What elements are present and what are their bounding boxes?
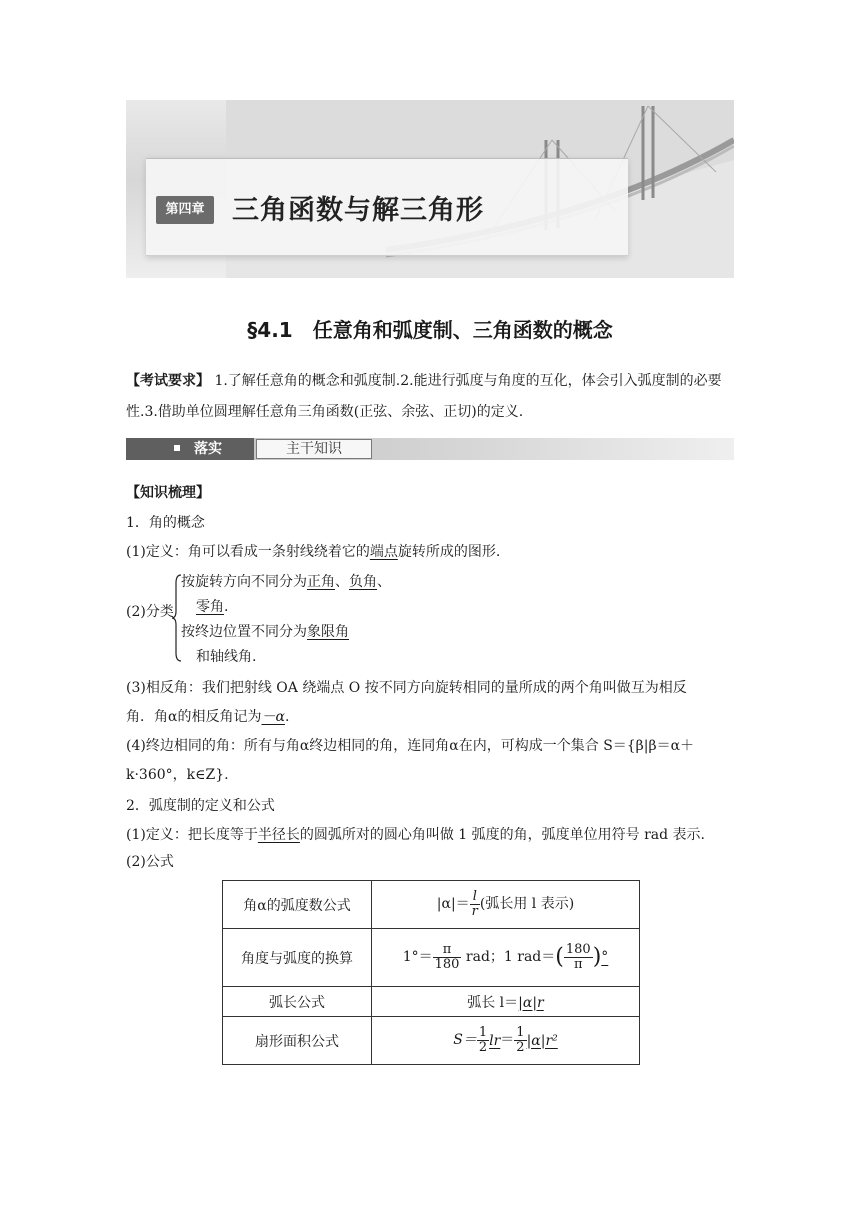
left-paren: ( <box>555 945 564 970</box>
right-paren: ) <box>592 945 602 970</box>
fraction <box>433 943 462 971</box>
class-a-end: . <box>224 599 229 615</box>
class-a-prefix: 按旋转方向不同分为 <box>181 574 307 590</box>
quadrant-angle: 象限角 <box>307 624 349 640</box>
requirements-text: 1.了解任意角的概念和弧度制.2.能进行弧度与角度的互化，体会引入弧度制的必要性.3.借助单位圆理解任意角三角函数(正弦、余弦、正切)的定义. <box>126 373 722 420</box>
section-bar-left-label: 落实 <box>194 441 222 457</box>
class-a-line2 <box>196 596 228 616</box>
class-b-prefix: 按终边位置不同分为 <box>181 624 307 640</box>
table-cell-label: 弧长公式 <box>223 987 372 1017</box>
class-a-sep: 、 <box>335 574 349 590</box>
opposite-angle-line2 <box>126 706 289 726</box>
table-cell-formula <box>372 881 640 929</box>
r1-lhs: |α|＝ <box>436 896 470 913</box>
def-suffix: 旋转所成的图形. <box>397 544 501 560</box>
r2-a: 1°＝ <box>402 949 433 966</box>
formula-label: (2)公式 <box>126 854 174 870</box>
table-cell-label: 扇形面积公式 <box>223 1017 372 1065</box>
table-row <box>223 987 640 1017</box>
item2-title: 2．弧度制的定义和公式 <box>126 798 275 814</box>
r1-note: (弧长用 l 表示) <box>479 896 575 913</box>
r4-num2: 1 <box>516 1025 525 1041</box>
zero-angle: 零角 <box>196 599 224 615</box>
r2-deg: ° <box>601 949 609 966</box>
r3-prefix: 弧长 l＝ <box>467 994 519 1011</box>
radian-definition <box>126 824 705 844</box>
table-row <box>223 929 640 987</box>
fraction <box>514 1026 526 1054</box>
table-cell-formula <box>372 987 640 1017</box>
opp-end: . <box>284 709 290 725</box>
r4-answer <box>477 1025 501 1055</box>
def-answer: 端点 <box>369 544 398 560</box>
positive-angle: 正角 <box>307 574 335 590</box>
r1-num: l <box>470 890 480 905</box>
r1-den: r <box>471 904 478 919</box>
class-a-line1 <box>181 571 391 591</box>
r2-num: π <box>433 943 462 958</box>
r2-num2: 180 <box>565 942 591 958</box>
class-a-tail: 、 <box>377 574 391 590</box>
table-cell-label: 角度与弧度的换算 <box>223 929 372 987</box>
r3-answer: |α|r <box>518 994 544 1011</box>
coterminal-line1: (4)终边相同的角：所有与角α终边相同的角，连同角α在内，可构成一个集合 S＝{β|β＝α＋ <box>126 738 695 754</box>
r2-b: rad；1 rad＝ <box>461 949 556 966</box>
class-b-line2: 和轴线角. <box>196 649 257 665</box>
rad-def-answer: 半径长 <box>257 827 300 843</box>
rad-def-suffix: 的圆弧所对的圆心角叫做 1 弧度的角，弧度单位用符号 rad 表示. <box>299 827 706 843</box>
opposite-angle-line1: (3)相反角：我们把射线 OA 绕端点 O 按不同方向旋转相同的量所成的两个角叫做互为相反 <box>126 680 687 696</box>
item1-title: 1．角的概念 <box>126 515 205 531</box>
r2-den: 180 <box>434 957 460 972</box>
formula-table <box>222 880 640 1065</box>
table-cell-formula <box>372 1017 640 1065</box>
r4-end: |α|r² <box>526 1032 558 1049</box>
square-bullet-icon <box>174 445 180 451</box>
exam-requirements <box>126 366 736 428</box>
def-prefix: (1)定义：角可以看成一条射线绕着它的 <box>126 544 370 560</box>
coterminal-line2: k·360°，k∈Z}. <box>126 767 229 783</box>
table-row <box>223 881 640 929</box>
opp-prefix: 角．角α的相反角记为 <box>126 709 262 725</box>
r4-mid: lr <box>489 1032 501 1049</box>
section-bar-right: 主干知识 <box>256 439 372 459</box>
r4-eq: ＝ <box>500 1032 515 1049</box>
negative-angle: 负角 <box>349 574 377 590</box>
r4-den: 2 <box>478 1040 488 1055</box>
class-label: (2)分类 <box>126 604 174 620</box>
class-b-line1 <box>181 621 349 641</box>
fraction <box>477 1026 489 1054</box>
rad-def-prefix: (1)定义：把长度等于 <box>126 827 258 843</box>
r2-den2: π <box>574 957 583 972</box>
chapter-title: 三角函数与解三角形 <box>232 195 484 226</box>
knowledge-heading: 【知识梳理】 <box>126 485 210 501</box>
section-bar <box>126 438 734 460</box>
opp-answer: －α <box>261 709 285 725</box>
fraction <box>470 890 480 918</box>
table-row <box>223 1017 640 1065</box>
requirements-label: 【考试要求】 <box>126 373 210 389</box>
chapter-banner <box>126 100 734 278</box>
fraction <box>564 943 593 971</box>
table-cell-label: 角α的弧度数公式 <box>223 881 372 929</box>
r4-prefix: S＝ <box>453 1032 477 1049</box>
section-bar-left <box>126 438 254 460</box>
r4-answer2 <box>514 1025 558 1055</box>
r4-den2: 2 <box>516 1040 525 1055</box>
section-title: §4.1 任意角和弧度制、三角函数的概念 <box>247 318 613 342</box>
table-cell-formula <box>372 929 640 987</box>
angle-definition <box>126 541 500 561</box>
r4-num: 1 <box>478 1025 488 1041</box>
chapter-tag: 第四章 <box>156 196 214 224</box>
